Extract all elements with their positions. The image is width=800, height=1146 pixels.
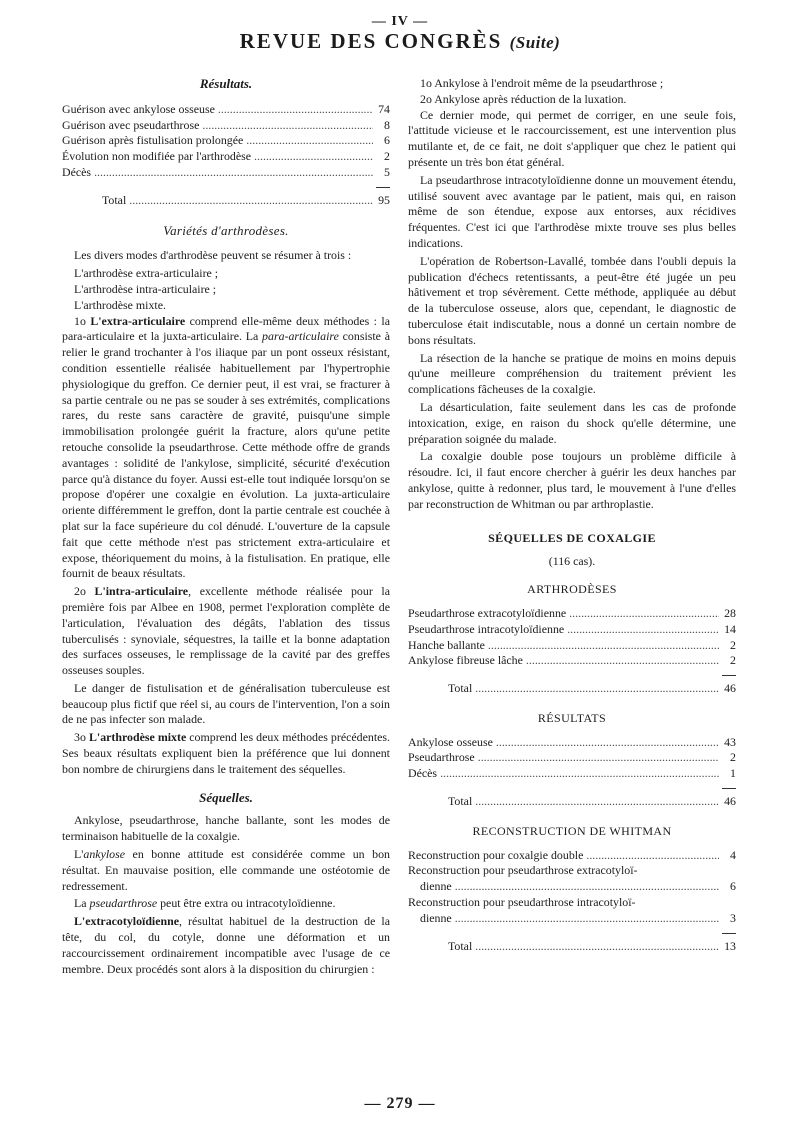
table-row: Hanche ballante ..... 2 bbox=[408, 638, 736, 654]
paragraph-resection: La résection de la hanche se pratique de moins en moins depuis qu'une meilleure compréhension du traitement prévient les complications fâcheuses de la coxalgie. bbox=[408, 350, 736, 397]
resultats-table bbox=[62, 102, 390, 209]
table-row-line: Reconstruction pour pseudarthrose intracotyloï- bbox=[408, 895, 636, 910]
table-total-row: Total ..... 46 bbox=[408, 794, 736, 810]
total-rule bbox=[408, 927, 736, 935]
arthrodeses-table bbox=[408, 606, 736, 697]
page-number: — 279 — bbox=[364, 1095, 436, 1112]
paragraph-intra-articulaire: 2o L'intra-articulaire, excellente méthode réalisée pour la première fois par Albee en 1908, permet l'exploration complète de l'articulation, l'évaluation des dégâts, l'ablation des tissus tuberculisés : synoviale, séquestres, la taille et la bonne adaptation des surfaces osseuses, le remplissage de la cavité par des greffes osseuses souples. bbox=[62, 584, 390, 678]
whitman-title: RECONSTRUCTION DE WHITMAN bbox=[472, 823, 672, 838]
table-row: dienne ..... 3 bbox=[408, 911, 736, 927]
resultats-heading: Résultats. bbox=[199, 76, 253, 91]
table-row: Guérison avec ankylose osseuse ..... 74 bbox=[62, 102, 390, 118]
resultats-right-table bbox=[408, 735, 736, 810]
table-row-line: Reconstruction pour pseudarthrose extracotyloï- bbox=[408, 863, 638, 878]
paragraph-ankylose: L'ankylose en bonne attitude est considérée comme un bon résultat. En mauvaise position, elle commande une ostéotomie de redressement. bbox=[62, 847, 390, 893]
table-total-row: Total ..... 13 bbox=[408, 939, 736, 955]
total-rule bbox=[408, 669, 736, 677]
list-item: L'arthrodèse extra-articulaire ; bbox=[74, 266, 219, 281]
table-row: Décès ..... 5 bbox=[62, 165, 390, 181]
table-row: Ankylose osseuse ..... 43 bbox=[408, 735, 736, 751]
total-rule bbox=[62, 181, 390, 189]
table-row: Pseudarthrose extracotyloïdienne ..... 28 bbox=[408, 606, 736, 622]
paragraph-pseudarthrose: La pseudarthrose peut être extra ou intracotyloïdienne. bbox=[74, 896, 336, 911]
table-row: dienne ..... 6 bbox=[408, 879, 736, 895]
whitman-table bbox=[408, 848, 736, 955]
table-row: Reconstruction pour coxalgie double ..... 4 bbox=[408, 848, 736, 864]
table-row: Pseudarthrose intracotyloïdienne ..... 14 bbox=[408, 622, 736, 638]
sequelles-heading: Séquelles. bbox=[199, 789, 253, 805]
varietes-heading: Variétés d'arthrodèses. bbox=[163, 222, 289, 238]
list-item: L'arthrodèse mixte. bbox=[74, 297, 166, 312]
page-title bbox=[0, 29, 800, 53]
right-column bbox=[408, 76, 736, 960]
paragraph-extracotyloidienne: L'extracotyloïdienne, résultat habituel de la destruction de la tête, du col, du cotyle, donne une déformation et un raccourcissement ordinairement incompatible avec l'usage de ce membre. Deux procédés sont alors à la disposition du chirurgien : bbox=[62, 914, 390, 976]
sequelles-case-count: (116 cas). bbox=[548, 554, 596, 569]
resultats-title: RÉSULTATS bbox=[537, 710, 607, 725]
paragraph-mixte: 3o L'arthrodèse mixte comprend les deux méthodes précédentes. Ses beaux résultats expliquent bien la préférence que lui donnent bon nombre de chirurgiens dans le traitement des séquelles. bbox=[62, 730, 391, 776]
table-total-row: Total ..... 46 bbox=[408, 681, 736, 697]
table-row: Décès ..... 1 bbox=[408, 766, 736, 782]
total-rule bbox=[408, 782, 736, 790]
paragraph-sequelles-intro: Ankylose, pseudarthrose, hanche ballante, sont les modes de terminaison habituelle de la coxalgie. bbox=[62, 813, 390, 844]
table-row: Évolution non modifiée par l'arthrodèse ..... 2 bbox=[62, 149, 390, 165]
paragraph-extra-articulaire: 1o L'extra-articulaire comprend elle-même deux méthodes : la para-articulaire et la juxta-articulaire. La para-articulaire consiste à relier le grand trochanter à l'os iliaque par un pont osseux résistant, condition essentielle réalisée habituellement par l'hypertrophie physiologique du greffon. Ce dernier peut, il est vrai, se fracturer à sa partie centrale ou ne pas se souder à ses extrémités, complications rares, du reste sans caractère de gravité, puisqu'une simple immobilisation prolongée guérit la fracture, alors qu'une petite retouche consolide la pseudarthrose. Cette méthode offre de grands avantages : solidité de l'ankylose, simplicité, sécurité d'exécution parce qu'à distance du foyer. Aussi est-elle tout indiquée lorsqu'on se propose d'opérer une coxalgie en évolution. La juxta-articulaire oriente différemment le greffon, dont la partie centrale est couchée à plat sur la face supérieure du col dénudé. L'ouverture de la capsule fait que cette méthode n'est pas strictement extra-articulaire et expose, théoriquement du moins, à la fistulisation. En pratique, elle fournit de beaux résultats. bbox=[62, 313, 391, 581]
left-column bbox=[62, 76, 390, 979]
paragraph-dernier-mode: Ce dernier mode, qui permet de corriger, en une seule fois, l'attitude vicieuse et le raccourcissement, est une intervention plus mutilante et, de ce fait, ne doit s'appliquer que chez le patient qui présente un très bon état général. bbox=[408, 107, 736, 169]
table-row: Guérison après fistulisation prolongée ..... 6 bbox=[62, 133, 390, 149]
paragraph-robertson: L'opération de Robertson-Lavallé, tombée dans l'oubli depuis la publication d'échecs retentissants, a peut-être été jugée un peu hâtivement et trop sévèrement. Cette méthode, appliquée au début de la tuberculose osseuse, alors que, cependant, le diagnostic de tuberculose était indiscutable, nous a donné un certain nombre de bons résultats. bbox=[408, 253, 736, 347]
arthrodeses-title: ARTHRODÈSES bbox=[527, 582, 617, 597]
paragraph-desarticulation: La désarticulation, faite seulement dans les cas de profonde intoxication, exige, en raison du shock qu'elle détermine, une préparation soignée du malade. bbox=[408, 399, 736, 446]
title-suite: (Suite) bbox=[509, 33, 561, 52]
page-roman-numeral: — IV — bbox=[371, 14, 429, 29]
paragraph-coxalgie-double: La coxalgie double pose toujours un problème difficile à résoudre. Ici, il faut encore chercher à guérir les deux hanches par ankylose, quitte à redonner, plus tard, le mouvement à l'une d'elles par reconstruction de Whitman ou par arthroplastie. bbox=[408, 449, 736, 511]
table-row: Pseudarthrose ..... 2 bbox=[408, 750, 736, 766]
sequelles-coxalgie-title: SÉQUELLES DE COXALGIE bbox=[488, 530, 656, 545]
list-item: L'arthrodèse intra-articulaire ; bbox=[74, 281, 217, 296]
paragraph-danger: Le danger de fistulisation et de généralisation tuberculeuse est beaucoup plus fictif que réel si, au cours de l'intervention, l'on a soin de ne pas infecter son malade. bbox=[62, 680, 390, 727]
list-item: 2o Ankylose après réduction de la luxation. bbox=[420, 91, 627, 106]
table-row: Guérison avec pseudarthrose ..... 8 bbox=[62, 118, 390, 134]
table-total-row: Total ..... 95 bbox=[62, 193, 390, 209]
paragraph-intracotyloidienne: La pseudarthrose intracotyloïdienne donne un mouvement étendu, utilisé souvent avec avantage par le patient, mais qui, en raison même de son étendue, expose aux entorses, aux récidives fréquentes. C'est ici que l'arthrodèse mixte trouve ses plus belles indications. bbox=[408, 172, 736, 250]
table-row: Ankylose fibreuse lâche ..... 2 bbox=[408, 653, 736, 669]
title-text: REVUE DES CONGRÈS bbox=[239, 29, 503, 53]
varietes-intro: Les divers modes d'arthrodèse peuvent se résumer à trois : bbox=[74, 248, 352, 263]
list-item: 1o Ankylose à l'endroit même de la pseudarthrose ; bbox=[420, 76, 664, 90]
